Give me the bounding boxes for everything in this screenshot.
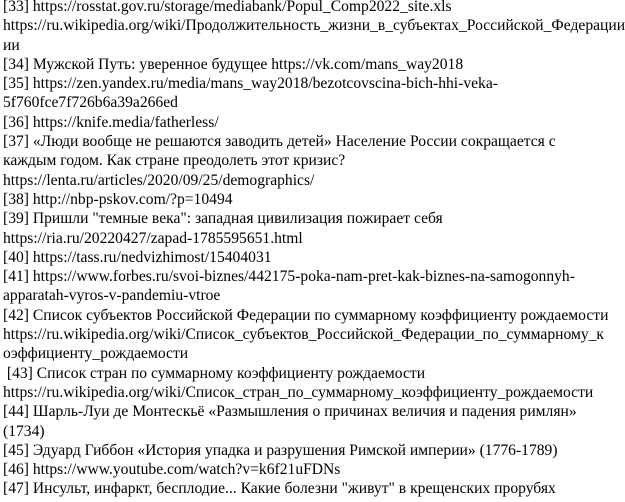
reference-line-44: [44] Шарль-Луи де Монтескьё «Размышления о причинах величия и падения римлян» xyxy=(3,403,577,421)
reference-line-42: [42] Список субъектов Российской Федерации по суммарному коэффициенту рождаемости xyxy=(3,306,609,324)
reference-line-33-url: https://ru.wikipedia.org/wiki/Продолжительность_жизни_в_субъектах_Российской_Федерации xyxy=(3,17,625,35)
reference-line-33: [33] https://rosstat.gov.ru/storage/mediabank/Popul_Comp2022_site.xls xyxy=(3,0,452,15)
reference-line-40: [40] https://tass.ru/nedvizhimost/15404031 xyxy=(3,248,272,266)
reference-line-41: [41] https://www.forbes.ru/svoi-biznes/442175-poka-nam-pret-kak-biznes-na-samogonnyh- xyxy=(3,268,575,286)
reference-line-35: [35] https://zen.yandex.ru/media/mans_way2018/bezotcovscina-bich-hhi-veka- xyxy=(3,75,498,93)
reference-line-43: [43] Список стран по суммарному коэффициенту рождаемости xyxy=(3,364,426,382)
reference-line-39-url: https://ria.ru/20220427/zapad-1785595651.html xyxy=(3,229,303,247)
reference-line-36: [36] https://knife.media/fatherless/ xyxy=(3,113,219,131)
reference-line-37: [37] «Люди вообще не решаются заводить детей» Население России сокращается с xyxy=(3,133,556,151)
reference-line-46: [46] https://www.youtube.com/watch?v=k6f21uFDNs xyxy=(3,461,341,479)
reference-line-37-url: https://lenta.ru/articles/2020/09/25/demographics/ xyxy=(3,171,315,189)
reference-line-41-cont: apparatah-vyros-v-pandemiu-vtroe xyxy=(3,287,221,305)
reference-line-37-cont: каждым годом. Как стране преодолеть этот кризис? xyxy=(3,152,346,170)
reference-line-43-url: https://ru.wikipedia.org/wiki/Список_стран_по_суммарному_коэффициенту_рождаемости xyxy=(3,383,594,401)
reference-line-42-url-cont: оэффициенту_рождаемости xyxy=(3,345,189,363)
reference-line-44-cont: (1734) xyxy=(3,422,45,440)
reference-line-33-url-cont: ии xyxy=(3,36,20,54)
reference-line-34: [34] Мужской Путь: уверенное будущее https://vk.com/mans_way2018 xyxy=(3,55,464,73)
reference-line-42-url: https://ru.wikipedia.org/wiki/Список_субъектов_Российской_Федерации_по_суммарному_к xyxy=(3,326,605,344)
reference-line-38: [38] http://nbp-pskov.com/?p=10494 xyxy=(3,190,233,208)
reference-line-45: [45] Эдуард Гиббон «История упадка и разрушения Римской империи» (1776-1789) xyxy=(3,441,558,459)
reference-line-47: [47] Инсульт, инфаркт, бесплодие... Какие болезни "живут" в крещенских прорубях xyxy=(3,480,556,498)
reference-line-35-cont: 5f760fce7f726b6a39a266ed xyxy=(3,94,178,112)
reference-line-39: [39] Пришли "темные века": западная цивилизация пожирает себя xyxy=(3,210,443,228)
